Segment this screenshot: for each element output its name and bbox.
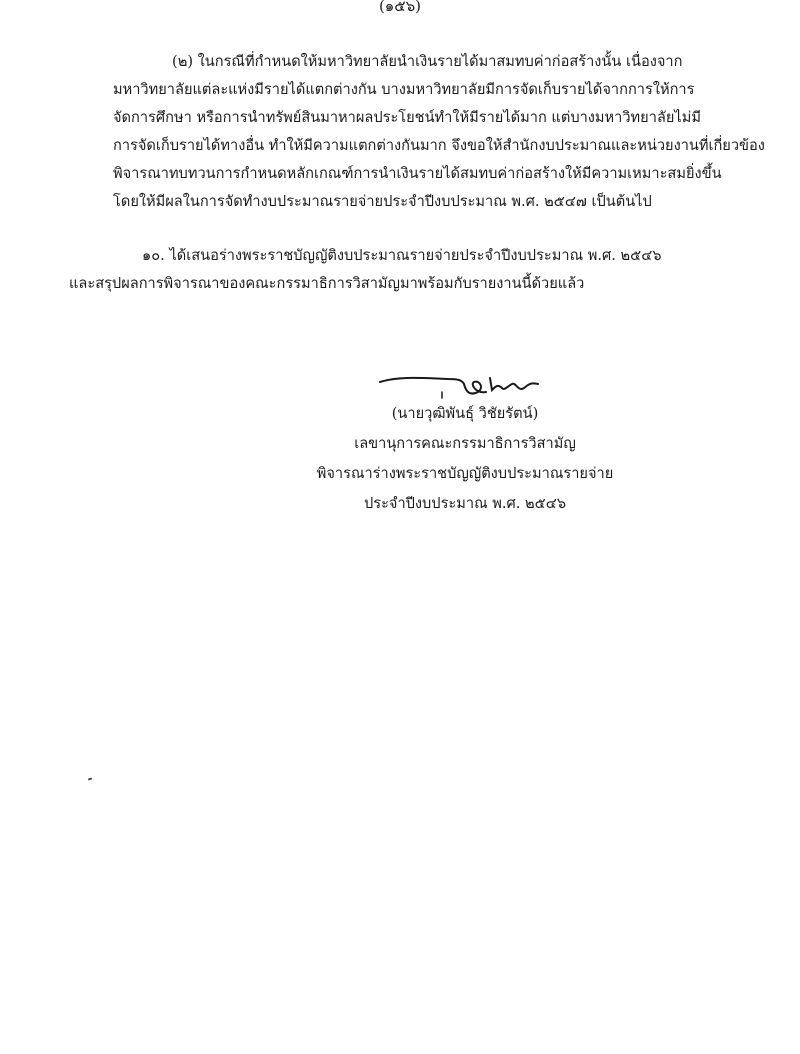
paragraph-2-line-6: โดยให้มีผลในการจัดทำงบประมาณรายจ่ายประจำปีงบประมาณ พ.ศ. ๒๕๔๗ เป็นต้นไป <box>113 193 652 210</box>
paragraph-2-line-1: (๒) ในกรณีที่กำหนดให้มหาวิทยาลัยนำเงินรายได้มาสมทบค่าก่อสร้างนั้น เนื่องจาก <box>172 53 683 70</box>
paragraph-2-line-4: การจัดเก็บรายได้ทางอื่น ทำให้มีความแตกต่างกันมาก จึงขอให้สำนักงบประมาณและหน่วยงานที่เกี่ยวข้อง <box>113 137 765 154</box>
paragraph-2-line-5: พิจารณาทบทวนการกำหนดหลักเกณฑ์การนำเงินรายได้สมทบค่าก่อสร้างให้มีความเหมาะสมยิ่งขึ้น <box>113 165 722 182</box>
handwritten-signature <box>378 372 548 402</box>
paragraph-10-line-2: และสรุปผลการพิจารณาของคณะกรรมาธิการวิสามัญมาพร้อมกับรายงานนี้ด้วยแล้ว <box>69 275 585 292</box>
signatory-title-line-3: ประจำปีงบประมาณ พ.ศ. ๒๕๔๖ <box>363 495 567 512</box>
signatory-name: (นายวุฒิพันธุ์ วิชัยรัตน์) <box>391 405 539 422</box>
paragraph-10-line-1: ๑๐. ได้เสนอร่างพระราชบัญญัติงบประมาณรายจ่ายประจำปีงบประมาณ พ.ศ. ๒๕๔๖ <box>142 247 662 264</box>
paragraph-2-line-2: มหาวิทยาลัยแต่ละแห่งมีรายได้แตกต่างกัน บางมหาวิทยาลัยมีการจัดเก็บรายได้จากการให้การ <box>113 81 695 98</box>
scan-speck <box>88 777 92 780</box>
signatory-title-line-2: พิจารณาร่างพระราชบัญญัติงบประมาณรายจ่าย <box>316 465 614 482</box>
page-number: (๑๕๖) <box>378 0 422 15</box>
signatory-title-line-1: เลขานุการคณะกรรมาธิการวิสามัญ <box>354 435 576 452</box>
paragraph-2-line-3: จัดการศึกษา หรือการนำทรัพย์สินมาหาผลประโยชน์ทำให้มีรายได้มาก แต่บางมหาวิทยาลัยไม่มี <box>113 109 701 126</box>
